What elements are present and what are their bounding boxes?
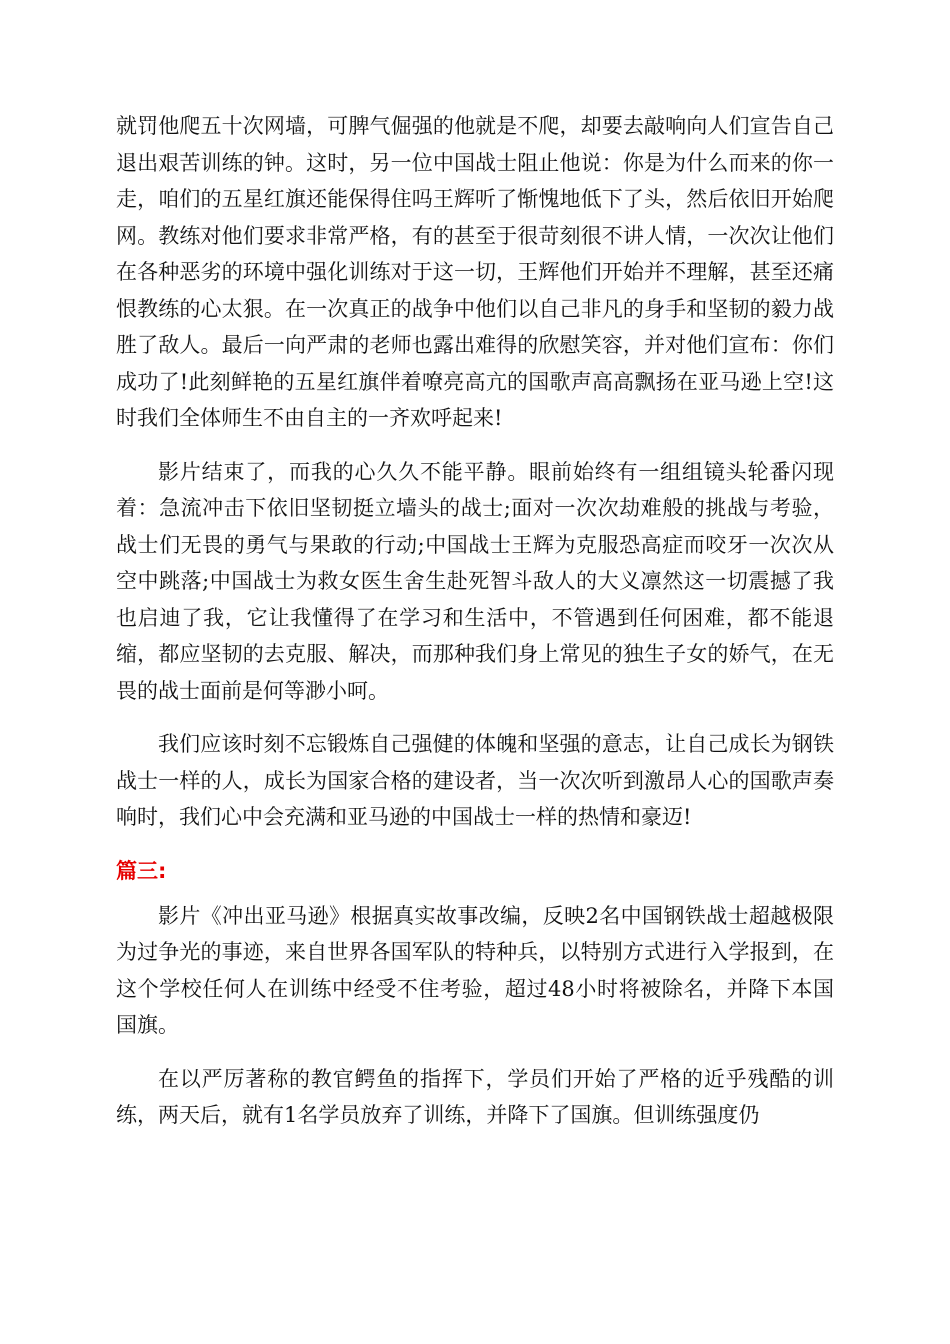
paragraph-conclusion: 我们应该时刻不忘锻炼自己强健的体魄和坚强的意志，让自己成长为钢铁战士一样的人，成长为国家合格的建设者，当一次次听到激昂人心的国歌声奏响时，我们心中会充满和亚马逊的中国战士一样的热情和豪迈! (116, 732, 834, 829)
section-heading: 篇三: (116, 858, 167, 883)
paragraph-film-ended: 影片结束了，而我的心久久不能平静。眼前始终有一组组镜头轮番闪现着：急流冲击下依旧坚韧挺立墙头的战士;面对一次次劫难般的挑战与考验，战士们无畏的勇气与果敢的行动;中国战士王辉为克服恐高症而咬牙一次次从空中跳落;中国战士为救女医生舍生赴死智斗敌人的大义凛然这一切震撼了我也启迪了我，它让我懂得了在学习和生活中，不管遇到任何困难，都不能退缩，都应坚韧的去克服、解决，而那种我们身上常见的独生子女的娇气，在无畏的战士面前是何等渺小呵。 (116, 459, 834, 703)
document-body (116, 108, 834, 1151)
paragraph-film-intro: 影片《冲出亚马逊》根据真实故事改编，反映2名中国钢铁战士超越极限为过争光的事迹，来自世界各国军队的特种兵，以特别方式进行入学报到，在这个学校任何人在训练中经受不住考验，超过48小时将被除名，并降下本国国旗。 (116, 903, 834, 1037)
paragraph-training: 在以严厉著称的教官鳄鱼的指挥下，学员们开始了严格的近乎残酷的训练，两天后，就有1名学员放弃了训练，并降下了国旗。但训练强度仍 (116, 1066, 834, 1127)
paragraph-continued: 就罚他爬五十次网墙，可脾气倔强的他就是不爬，却要去敲响向人们宣告自己退出艰苦训练的钟。这时，另一位中国战士阻止他说：你是为什么而来的你一走，咱们的五星红旗还能保得住吗王辉听了惭愧地低下了头，然后依旧开始爬网。教练对他们要求非常严格，有的甚至于很苛刻很不讲人情，一次次让他们在各种恶劣的环境中强化训练对于这一切，王辉他们开始并不理解，甚至还痛恨教练的心太狠。在一次真正的战争中他们以自己非凡的身手和坚韧的毅力战胜了敌人。最后一向严肃的老师也露出难得的欣慰笑容，并对他们宣布：你们成功了!此刻鲜艳的五星红旗伴着嘹亮高亢的国歌声高高飘扬在亚马逊上空!这时我们全体师生不由自主的一齐欢呼起来! (116, 114, 834, 430)
